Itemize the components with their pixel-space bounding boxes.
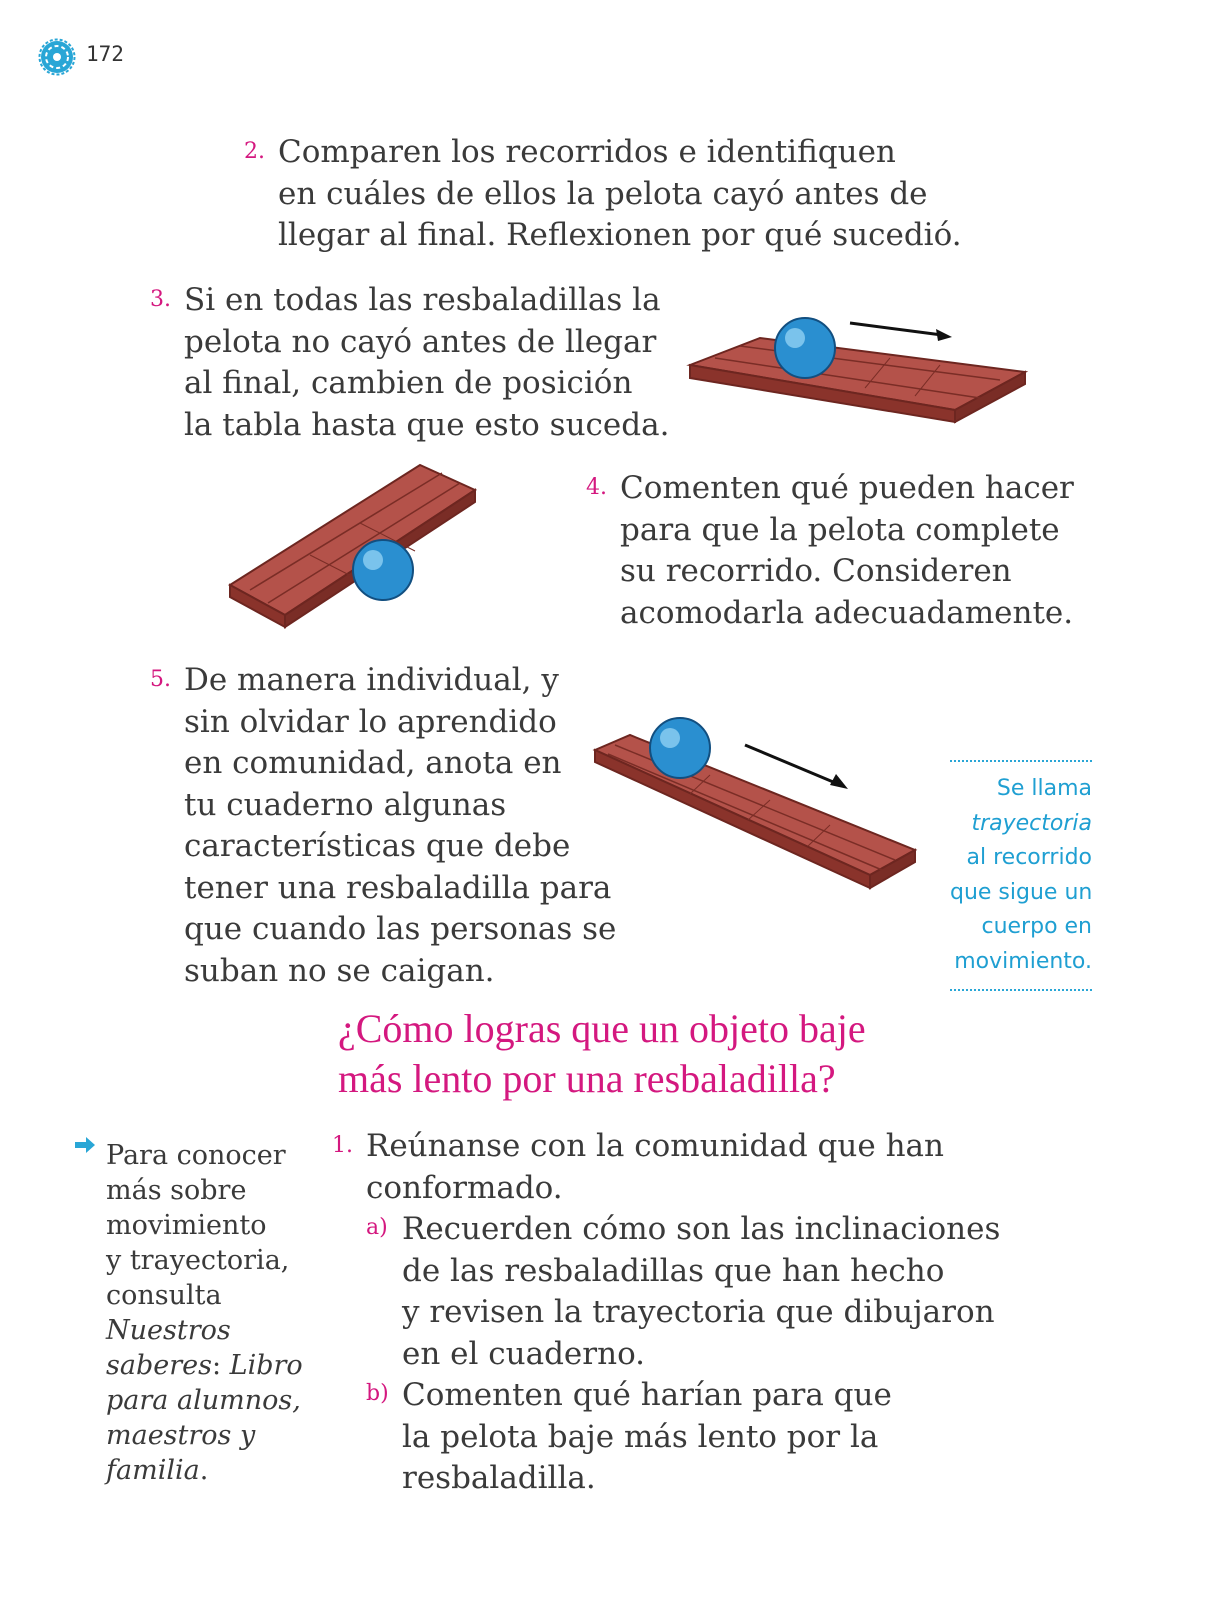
book-title-line: maestros y xyxy=(106,1420,256,1451)
text-line: al final, cambien de posición xyxy=(184,365,633,401)
text-line: y revisen la trayectoria que dibujaron xyxy=(402,1294,995,1330)
note-line: Para conocer xyxy=(106,1140,286,1171)
book-title-line xyxy=(106,1348,303,1383)
book-title-part: Libro xyxy=(229,1350,303,1381)
section-heading xyxy=(338,1004,866,1104)
book-title-line: para alumnos, xyxy=(106,1385,301,1416)
punctuation: : xyxy=(211,1350,230,1381)
item-number: 5. xyxy=(150,667,171,692)
glossary-box xyxy=(950,760,1092,991)
flat-slide-illustration xyxy=(680,310,1040,430)
sub-item-b xyxy=(366,1375,1000,1500)
text-line: pelota no cayó antes de llegar xyxy=(184,323,657,360)
item-text xyxy=(620,468,1074,634)
text-line: llegar al final. Reflexionen por qué sucedió. xyxy=(278,217,962,253)
text-line: acomodarla adecuadamente. xyxy=(620,594,1074,631)
text-line: Recuerden cómo son las inclinaciones xyxy=(402,1211,1001,1247)
book-title-part: saberes xyxy=(106,1350,212,1381)
sub-item-text xyxy=(402,1209,1000,1375)
sub-item-letter: b) xyxy=(366,1381,389,1406)
text-line: De manera individual, y xyxy=(184,662,559,698)
text-line: tu cuaderno algunas xyxy=(184,786,507,823)
text-line: para que la pelota complete xyxy=(620,511,1060,548)
item-number: 4. xyxy=(586,475,607,500)
sub-item-text xyxy=(402,1375,892,1500)
text-line: conformado. xyxy=(366,1169,563,1206)
inclined-slide-illustration xyxy=(220,455,485,635)
item-text xyxy=(184,280,669,446)
text-line: Reúnanse con la comunidad que han xyxy=(366,1128,944,1164)
item-2 xyxy=(244,132,962,257)
text-line: de las resbaladillas que han hecho xyxy=(402,1252,945,1289)
note-line: más sobre xyxy=(106,1175,247,1206)
glossary-line: que sigue un xyxy=(950,879,1093,905)
page-badge-icon xyxy=(38,38,76,76)
heading-line: más lento por una resbaladilla? xyxy=(338,1056,836,1101)
item-number: 3. xyxy=(150,287,171,312)
text-line: la tabla hasta que esto suceda. xyxy=(184,406,670,443)
glossary-line: cuerpo en xyxy=(981,914,1092,939)
item-5 xyxy=(150,660,616,992)
text-line: Comenten qué harían para que xyxy=(402,1377,892,1413)
item-4 xyxy=(586,468,1074,634)
page-number: 172 xyxy=(86,42,124,66)
text-line: en comunidad, anota en xyxy=(184,745,562,781)
note-line: movimiento xyxy=(106,1210,267,1241)
book-title-part: familia xyxy=(106,1455,200,1486)
arrow-right-icon xyxy=(74,1136,96,1154)
note-line: y trayectoria, xyxy=(106,1245,290,1276)
text-line: resbaladilla. xyxy=(402,1460,596,1496)
item-number: 2. xyxy=(244,139,265,164)
text-line: suban no se caigan. xyxy=(184,952,495,989)
text-line: en el cuaderno. xyxy=(402,1335,646,1372)
glossary-line: al recorrido xyxy=(966,845,1092,870)
side-note xyxy=(106,1138,303,1488)
note-line: consulta xyxy=(106,1280,222,1311)
text-line: Comenten qué pueden hacer xyxy=(620,470,1074,506)
item-number: 1. xyxy=(332,1133,353,1158)
heading-line: ¿Cómo logras que un objeto baje xyxy=(338,1006,866,1051)
step-1-intro xyxy=(332,1126,1000,1209)
book-title-line xyxy=(106,1453,303,1488)
item-text xyxy=(366,1126,944,1209)
punctuation: . xyxy=(199,1455,209,1486)
step-1 xyxy=(332,1126,1000,1500)
item-3 xyxy=(150,280,669,446)
text-line: la pelota baje más lento por la xyxy=(402,1418,879,1455)
sub-item-a xyxy=(366,1209,1000,1375)
text-line: sin olvidar lo aprendido xyxy=(184,703,557,740)
item-text xyxy=(184,660,616,992)
text-line: tener una resbaladilla para xyxy=(184,869,612,906)
item-text xyxy=(278,132,962,257)
book-title-line: Nuestros xyxy=(106,1315,231,1346)
text-line: características que debe xyxy=(184,828,571,864)
declining-slide-illustration xyxy=(590,710,925,910)
text-line: Si en todas las resbaladillas la xyxy=(184,282,661,318)
glossary-term: trayectoria xyxy=(971,810,1092,836)
text-line: Comparen los recorridos e identifiquen xyxy=(278,134,896,170)
text-line: su recorrido. Consideren xyxy=(620,553,1012,589)
glossary-line: Se llama xyxy=(996,776,1092,801)
glossary-line: movimiento. xyxy=(954,948,1092,974)
sub-item-letter: a) xyxy=(366,1215,388,1240)
text-line: que cuando las personas se xyxy=(184,911,617,947)
text-line: en cuáles de ellos la pelota cayó antes de xyxy=(278,175,928,212)
